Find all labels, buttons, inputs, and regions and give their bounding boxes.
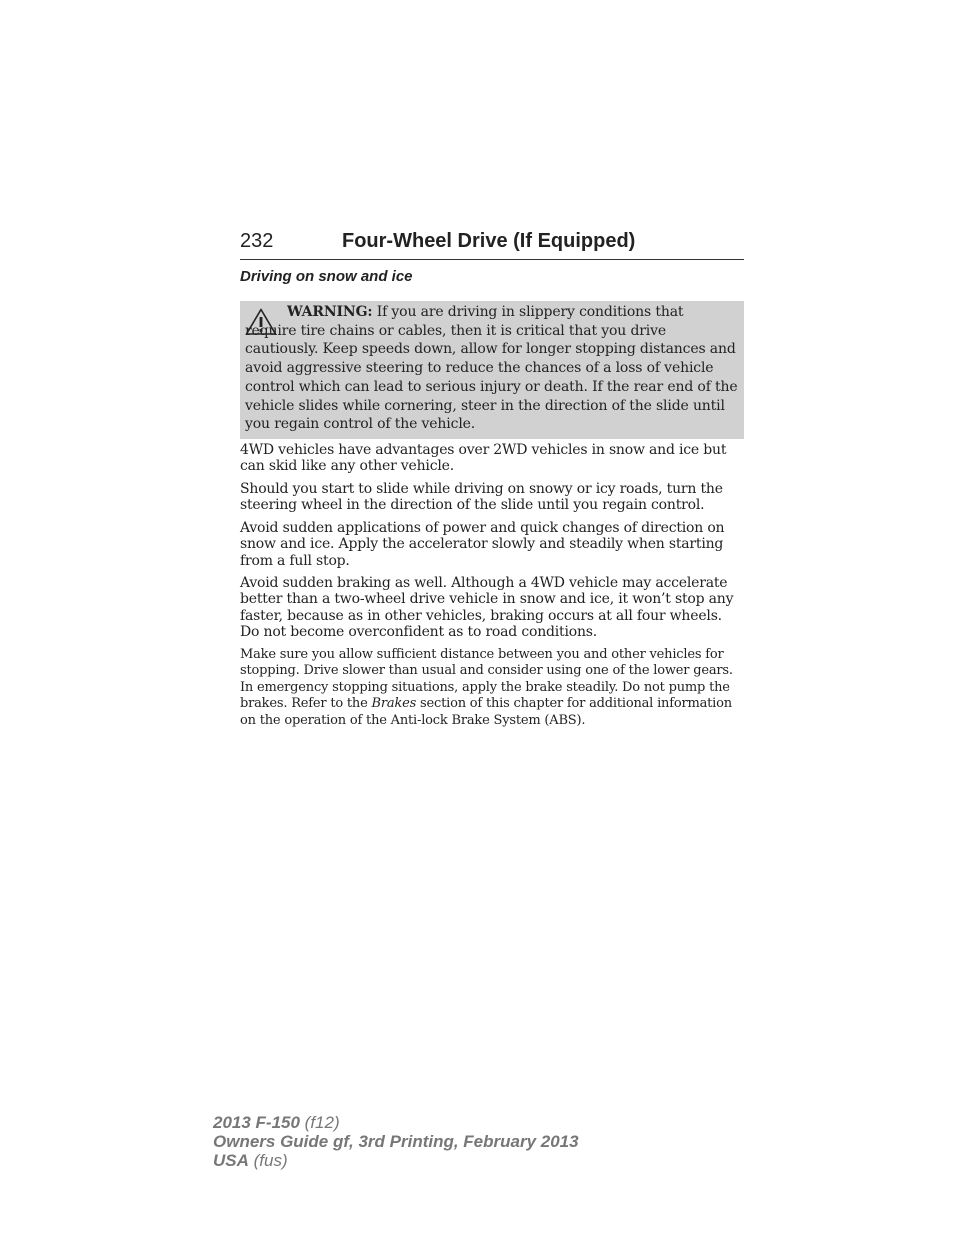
paragraph-brakes: [240, 647, 744, 729]
section-heading: Driving on snow and ice: [240, 268, 413, 285]
paragraph: Avoid sudden braking as well. Although a 4WD vehicle may accelerate better than a two-wheel drive vehicle in snow and ice, it won’t stop any faster, because as in other vehicles, braking occurs at all four wheels. Do not become overconfident as to road conditions.: [240, 575, 734, 641]
footer-model: 2013 F-150: [213, 1113, 300, 1132]
brakes-reference: Brakes: [371, 696, 417, 712]
footer-line-guide: [213, 1132, 579, 1151]
warning-label: WARNING:: [287, 304, 373, 320]
footer: [213, 1113, 579, 1170]
footer-guide: Owners Guide gf, 3rd Printing, February 2013: [213, 1132, 579, 1151]
page-number: 232: [240, 230, 274, 252]
footer-line-region: [213, 1151, 579, 1170]
chapter-title: Four-Wheel Drive (If Equipped): [342, 230, 636, 252]
footer-region: USA: [213, 1151, 249, 1170]
paragraph-text: Make sure you allow sufficient distance between you and other vehicles for stopping. Drive slower than usual and consider using one of the lower gears. In emergency stopping situations, apply the brake steadily. Do not pump the brakes. Refer to the: [240, 647, 733, 712]
warning-box: [240, 301, 744, 439]
warning-text: [245, 303, 739, 434]
paragraph-text: section of this chapter for additional information on the operation of the Anti-lock Brake System (ABS).: [240, 696, 732, 728]
footer-region-code: (fus): [248, 1151, 288, 1170]
warning-body: If you are driving in slippery conditions that require tire chains or cables, then it is critical that you drive cautiously. Keep speeds down, allow for longer stopping distances and avoid aggressive steering to reduce the chances of a loss of vehicle control which can lead to serious injury or death. If the rear end of the vehicle slides while cornering, steer in the direction of the slide until you regain control of the vehicle.: [245, 304, 738, 433]
footer-line-model: [213, 1113, 579, 1132]
paragraph: Should you start to slide while driving on snowy or icy roads, turn the steering wheel in the direction of the slide until you regain control.: [240, 481, 723, 514]
paragraph: 4WD vehicles have advantages over 2WD vehicles in snow and ice but can skid like any other vehicle.: [240, 442, 727, 475]
footer-model-code: (f12): [299, 1113, 340, 1132]
paragraph: Avoid sudden applications of power and quick changes of direction on snow and ice. Apply the accelerator slowly and steadily when starting from a full stop.: [240, 520, 725, 569]
page-header: [240, 229, 744, 260]
